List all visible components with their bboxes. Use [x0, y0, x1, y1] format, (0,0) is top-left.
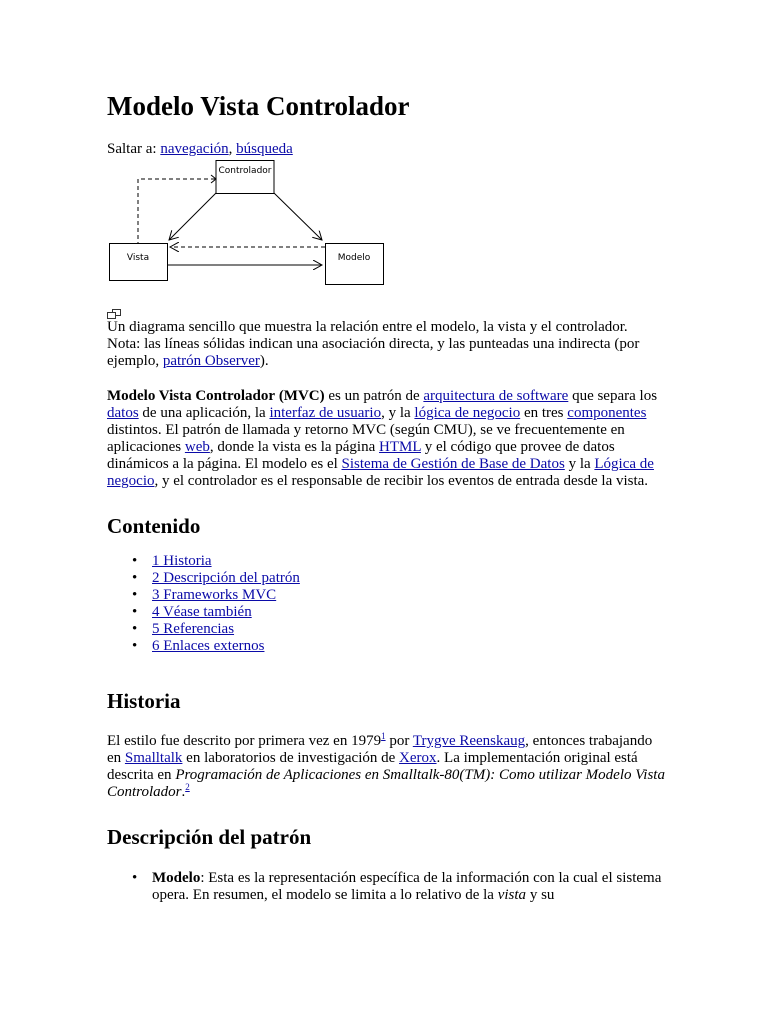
search-link[interactable]: búsqueda	[236, 141, 293, 157]
link-web[interactable]: web	[184, 439, 210, 455]
toc-list	[107, 553, 667, 655]
link-interfaz[interactable]: interfaz de usuario	[269, 405, 382, 421]
ref-2-link[interactable]: 2	[185, 782, 190, 792]
ref-1-link[interactable]: 1	[381, 731, 386, 741]
list-item-modelo: • Modelo: Esta es la representación específica de la información con la cual el sistema opera. En resumen, el modelo se limita a lo relativo de la vista y su	[152, 870, 667, 904]
model-box	[326, 244, 384, 285]
enlarge-icon[interactable]	[107, 307, 667, 319]
toc-item	[152, 570, 667, 587]
descripcion-heading: Descripción del patrón	[107, 825, 312, 849]
historia-paragraph: El estilo fue descrito por primera vez en 1979$^1$ por Trygve Reenskaug, entonces trabajando en Smalltalk en laboratorios de investigación de Xerox. La implementación original está descrita en Programación de Aplicaciones en Smalltalk-80(TM): Como utilizar Modelo Vista Controlador.$^2$	[107, 731, 665, 800]
controller-to-view-dashed	[138, 179, 215, 243]
article-content	[107, 86, 667, 904]
toc-title: Contenido	[107, 514, 201, 538]
link-logica[interactable]: lógica de negocio	[414, 405, 521, 421]
toc-link-descripcion[interactable]: 2 Descripción del patrón	[152, 570, 300, 586]
view-label: Vista	[126, 253, 150, 263]
toc-link-enlaces[interactable]: 6 Enlaces externos	[152, 638, 265, 654]
link-componentes[interactable]: componentes	[567, 405, 647, 421]
link-datos[interactable]: datos	[107, 405, 139, 421]
controller-to-model-arrow	[274, 193, 322, 240]
toc-item	[152, 638, 667, 655]
historia-heading: Historia	[107, 689, 181, 713]
link-trygve[interactable]: Trygve Reenskaug	[412, 733, 526, 749]
toc-item	[152, 621, 667, 638]
link-smalltalk[interactable]: Smalltalk	[124, 750, 183, 766]
jump-links: Saltar a: navegación, búsqueda	[107, 141, 293, 157]
controller-to-view-arrow	[169, 193, 216, 240]
navigation-link[interactable]: navegación	[160, 141, 229, 157]
link-xerox[interactable]: Xerox	[399, 750, 437, 766]
toc-link-frameworks[interactable]: 3 Frameworks MVC	[152, 587, 277, 603]
jump-prefix: Saltar a:	[107, 141, 161, 157]
toc-link-referencias[interactable]: 5 Referencias	[152, 621, 235, 637]
diagram-caption: Un diagrama sencillo que muestra la relación entre el modelo, la vista y el controlador. Nota: las líneas sólidas indican una asociación directa, y las punteadas una indirecta (por ejemplo, patrón Observer).	[107, 319, 640, 369]
controller-label: Controlador	[218, 166, 272, 176]
link-sgbd[interactable]: Sistema de Gestión de Base de Datos	[341, 456, 565, 472]
descripcion-list	[107, 870, 667, 904]
page-title: Modelo Vista Controlador	[107, 91, 410, 121]
toc-item	[152, 604, 667, 621]
link-logica-negocio[interactable]: Lógica de negocio	[107, 456, 654, 489]
mvc-diagram[interactable]	[107, 160, 397, 298]
book-title: Programación de Aplicaciones en Smalltalk-80(TM): Como utilizar Modelo Vista Controlador	[107, 767, 665, 800]
link-arquitectura[interactable]: arquitectura de software	[423, 388, 569, 404]
toc-link-vease[interactable]: 4 Véase también	[152, 604, 252, 620]
model-label: Modelo	[337, 253, 371, 263]
toc-link-historia[interactable]: 1 Historia	[152, 553, 212, 569]
intro-paragraph: Modelo Vista Controlador (MVC) es un patrón de arquitectura de software que separa los datos de una aplicación, la interfaz de usuario, y la lógica de negocio en tres componentes distintos. El patrón de llamada y retorno MVC (según CMU), se ve frecuentemente en aplicaciones web, donde la vista es la página HTML y el código que provee de datos dinámicos a la página. El modelo es el Sistema de Gestión de Base de Datos y la Lógica de negocio, y el controlador es el responsable de recibir los eventos de entrada desde la vista.	[107, 388, 658, 489]
observer-link[interactable]: patrón Observer	[162, 353, 260, 369]
toc-item	[152, 587, 667, 604]
link-html[interactable]: HTML	[379, 439, 421, 455]
toc-item	[152, 553, 667, 570]
